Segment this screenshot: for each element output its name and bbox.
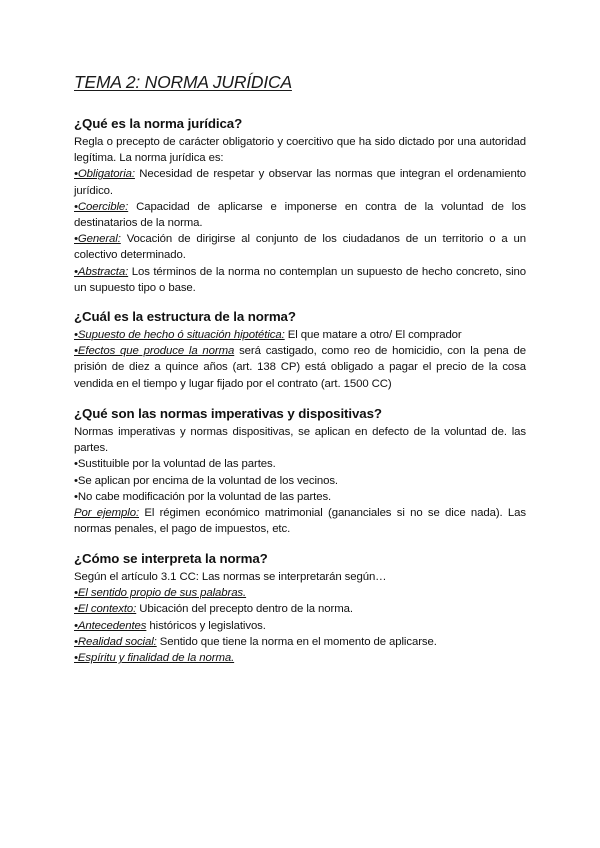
item-term: •Espíritu y finalidad de la norma. (74, 652, 235, 665)
item-term: •Antecedentes (74, 619, 147, 632)
item-text: Necesidad de respetar y observar las normas que integran el ordenamiento jurídico. (74, 168, 526, 197)
item-term: •Supuesto de hecho ó situación hipotética: (74, 329, 285, 341)
item-text: El que matare a otro/ El comprador (284, 329, 462, 341)
example-term: Por ejemplo: (74, 507, 140, 520)
list-item (74, 585, 526, 601)
list-item: •Se aplican por encima de la voluntad de los vecinos. (74, 474, 338, 487)
list-item (74, 264, 526, 296)
list-item (74, 343, 526, 392)
list-item (74, 650, 526, 666)
section-imperative-dispositive (74, 406, 526, 537)
example-text: El régimen económico matrimonial (gananciales si no se dice nada). Las normas penales, el pago de impuestos, etc. (74, 507, 526, 536)
item-text: Sentido que tiene la norma en el momento de aplicarse. (156, 635, 437, 648)
list-item (74, 166, 526, 198)
item-text: Vocación de dirigirse al conjunto de los ciudadanos de un territorio o a un colectivo determinado. (74, 233, 526, 262)
list-item: •No cabe modificación por la voluntad de las partes. (74, 490, 332, 503)
document-title: TEMA 2: NORMA JURÍDICA (74, 72, 292, 92)
section-heading: ¿Cómo se interpreta la norma? (74, 551, 268, 566)
item-term: •Abstracta: (74, 265, 129, 278)
item-term: •El sentido propio de sus palabras. (74, 587, 247, 600)
item-term: •El contexto: (74, 603, 137, 616)
section-heading: ¿Qué son las normas imperativas y dispositivas? (74, 406, 382, 421)
section-what-is-legal-norm (74, 116, 526, 296)
item-term: •Coercible: (74, 200, 129, 213)
section-intro: Según el artículo 3.1 CC: Las normas se interpretarán según… (74, 571, 387, 583)
item-term: •Efectos que produce la norma (74, 345, 235, 358)
item-term: •Realidad social: (74, 635, 157, 648)
section-intro: Regla o precepto de carácter obligatorio y coercitivo que ha sido dictado por una autoridad legítima. La norma jurídica es: (74, 136, 526, 165)
section-heading: ¿Qué es la norma jurídica? (74, 116, 243, 131)
item-term: •Obligatoria: (74, 168, 135, 181)
list-item (74, 231, 526, 263)
example-paragraph (74, 505, 526, 537)
section-norm-interpretation (74, 551, 526, 666)
item-text: será castigado, como reo de homicidio, con la pena de prisión de diez a quince años (art. 138 CP) está obligado a pagar el precio de la cosa vendida en el tiempo y lugar fijado por el contrato (art. 1500 CC) (74, 345, 526, 390)
item-text: históricos y legislativos. (146, 619, 266, 632)
section-norm-structure (74, 309, 526, 392)
list-item (74, 601, 526, 617)
item-text: Los términos de la norma no contemplan un supuesto de hecho concreto, sino un supuesto tipo o base. (74, 265, 526, 294)
list-item (74, 327, 526, 343)
item-text: Ubicación del precepto dentro de la norma. (136, 603, 353, 616)
item-text: Capacidad de aplicarse e imponerse en contra de la voluntad de los destinatarios de la norma. (74, 200, 526, 230)
section-intro: Normas imperativas y normas dispositivas, se aplican en defecto de la voluntad de. las partes. (74, 426, 526, 455)
list-item (74, 199, 526, 231)
list-item (74, 618, 526, 634)
section-heading: ¿Cuál es la estructura de la norma? (74, 309, 296, 324)
item-term: •General: (74, 233, 121, 246)
list-item: •Sustituible por la voluntad de las partes. (74, 458, 276, 471)
list-item (74, 634, 526, 650)
